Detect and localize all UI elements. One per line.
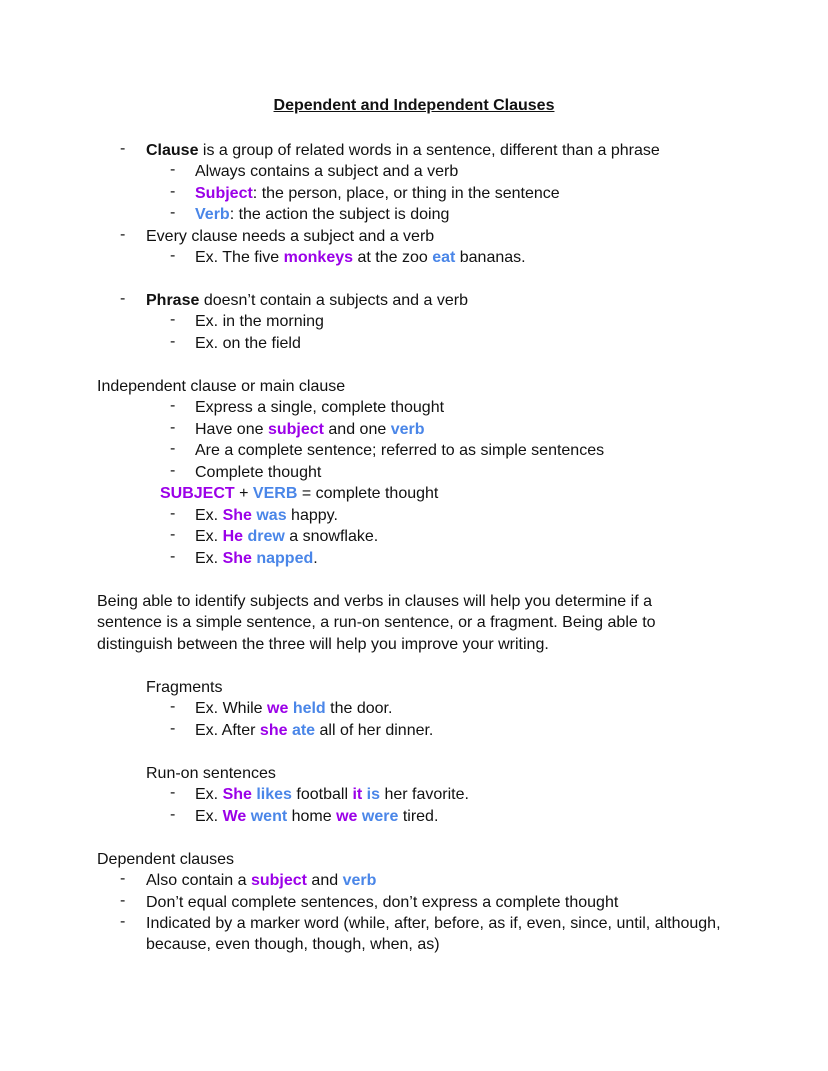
runon-example: Ex. She likes football it is her favorite. xyxy=(195,786,469,803)
bullet-dash: - xyxy=(170,526,176,543)
independent-item: Complete thought xyxy=(195,464,322,481)
paragraph-line: distinguish between the three will help you improve your writing. xyxy=(97,636,549,653)
independent-example: Ex. He drew a snowflake. xyxy=(195,528,379,545)
clause-sub-item: Always contains a subject and a verb xyxy=(195,163,459,180)
independent-heading: Independent clause or main clause xyxy=(97,378,346,395)
bullet-dash: - xyxy=(170,806,176,823)
paragraph-line: Being able to identify subjects and verbs in clauses will help you determine if a xyxy=(97,593,652,610)
phrase-example: Ex. on the field xyxy=(195,335,301,352)
term-subject: Subject xyxy=(195,185,253,202)
bullet-dash: - xyxy=(170,720,176,737)
bullet-dash: - xyxy=(120,892,126,909)
bullet-dash: - xyxy=(120,226,126,243)
bullet-dash: - xyxy=(120,290,126,307)
verb-definition: Verb: the action the subject is doing xyxy=(195,206,450,223)
clause-rule: Every clause needs a subject and a verb xyxy=(146,228,435,245)
bullet-dash: - xyxy=(170,548,176,565)
formula: SUBJECT + VERB = complete thought xyxy=(160,485,439,502)
bullet-dash: - xyxy=(170,397,176,414)
paragraph-line: sentence is a simple sentence, a run-on sentence, or a fragment. Being able to xyxy=(97,614,656,631)
bullet-dash: - xyxy=(170,183,176,200)
clause-definition: Clause is a group of related words in a sentence, different than a phrase xyxy=(146,142,660,159)
bullet-dash: - xyxy=(120,913,126,930)
bullet-dash: - xyxy=(170,161,176,178)
bullet-dash: - xyxy=(170,204,176,221)
term-clause: Clause xyxy=(146,142,199,159)
bullet-dash: - xyxy=(120,140,126,157)
bullet-dash: - xyxy=(170,784,176,801)
dependent-item-continued: because, even though, though, when, as) xyxy=(146,936,440,953)
dependent-item: Don’t equal complete sentences, don’t express a complete thought xyxy=(146,894,619,911)
dependent-heading: Dependent clauses xyxy=(97,851,234,868)
term-phrase: Phrase xyxy=(146,292,200,309)
bullet-dash: - xyxy=(120,870,126,887)
runons-heading: Run-on sentences xyxy=(146,765,276,782)
independent-item: Have one subject and one verb xyxy=(195,421,425,438)
phrase-example: Ex. in the morning xyxy=(195,313,324,330)
bullet-dash: - xyxy=(170,698,176,715)
document-title: Dependent and Independent Clauses xyxy=(273,97,555,114)
independent-example: Ex. She napped. xyxy=(195,550,318,567)
bullet-dash: - xyxy=(170,419,176,436)
independent-example: Ex. She was happy. xyxy=(195,507,338,524)
dependent-item: Also contain a subject and verb xyxy=(146,872,377,889)
dependent-item: Indicated by a marker word (while, after, before, as if, even, since, until, although, xyxy=(146,915,721,932)
phrase-definition: Phrase doesn’t contain a subjects and a verb xyxy=(146,292,468,309)
runon-example: Ex. We went home we were tired. xyxy=(195,808,439,825)
bullet-dash: - xyxy=(170,440,176,457)
bullet-dash: - xyxy=(170,333,176,350)
fragment-example: Ex. After she ate all of her dinner. xyxy=(195,722,434,739)
subject-definition: Subject: the person, place, or thing in the sentence xyxy=(195,185,560,202)
independent-item: Express a single, complete thought xyxy=(195,399,445,416)
independent-item: Are a complete sentence; referred to as simple sentences xyxy=(195,442,605,459)
fragment-example: Ex. While we held the door. xyxy=(195,700,393,717)
bullet-dash: - xyxy=(170,505,176,522)
clause-example: Ex. The five monkeys at the zoo eat bananas. xyxy=(195,249,526,266)
bullet-dash: - xyxy=(170,311,176,328)
term-verb: Verb xyxy=(195,206,230,223)
fragments-heading: Fragments xyxy=(146,679,223,696)
bullet-dash: - xyxy=(170,462,176,479)
bullet-dash: - xyxy=(170,247,176,264)
